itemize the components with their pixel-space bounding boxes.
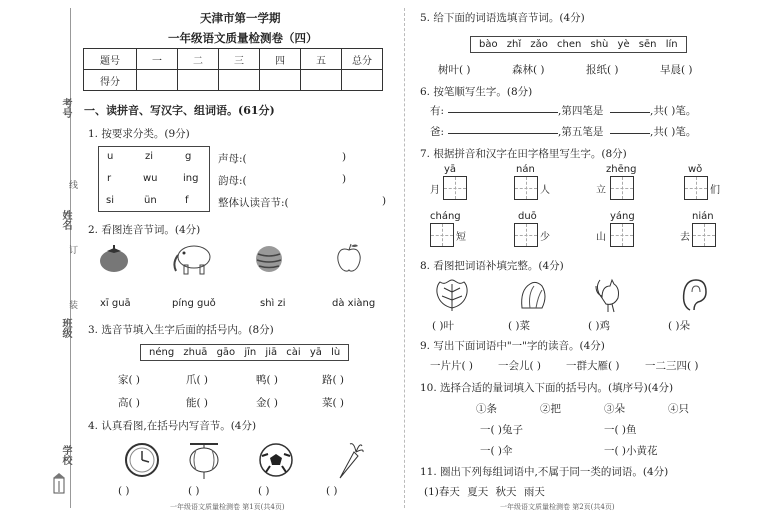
q6-row1-stroke-field[interactable]	[448, 112, 558, 113]
footer-right: 一年级语文质量检测卷 第2页(共4页)	[500, 503, 615, 511]
q9-item[interactable]: 一群大雁( )	[566, 360, 620, 372]
q6-row2-mid: ,第五笔是	[558, 126, 604, 138]
q7-pinyin: nián	[692, 211, 714, 222]
leaf-picture	[432, 278, 472, 312]
q7-prefix: 山	[596, 232, 606, 243]
q2-pinyin-3: shì zi	[260, 298, 286, 309]
q7-tian-cell[interactable]	[514, 176, 538, 200]
q4-blank[interactable]: ( )	[326, 485, 338, 497]
q8-blank[interactable]: ( )叶	[432, 320, 455, 332]
q9-label: 9. 写出下面词语中"一"字的读音。(4分)	[420, 340, 605, 352]
q1-close-paren: )	[382, 195, 387, 207]
line-mark-2: 订	[67, 245, 77, 254]
q9-item[interactable]: 一片片( )	[430, 360, 474, 372]
q7-pinyin: nán	[516, 164, 535, 175]
q10-option: ①条	[476, 403, 497, 415]
q3-item[interactable]: 高( )	[118, 397, 141, 409]
q1-close-paren: )	[342, 173, 347, 185]
score-input-cell[interactable]	[178, 70, 219, 91]
q7-pinyin: zhēng	[606, 164, 637, 175]
q4-label: 4. 认真看图,在括号内写音节。(4分)	[88, 420, 257, 432]
rooster-picture	[594, 276, 632, 314]
q5-word[interactable]: 树叶( )	[438, 64, 471, 76]
q7-pinyin: wǒ	[688, 164, 703, 175]
line-mark-3: 装	[67, 300, 77, 309]
q1-cell: ün	[144, 195, 157, 206]
q3-item[interactable]: 爪( )	[186, 374, 209, 386]
score-header-cell: 五	[301, 49, 342, 70]
q5-word[interactable]: 早晨( )	[660, 64, 693, 76]
q1-cell: u	[107, 151, 114, 162]
q3-pinyin-options: néng zhuā gāo jīn jiā cài yā lù	[140, 344, 349, 361]
q1-cell: f	[185, 195, 189, 206]
q10-label: 10. 选择合适的量词填入下面的括号内。(填序号)(4分)	[420, 382, 674, 394]
q10-option: ②把	[540, 403, 561, 415]
q1-cell: si	[106, 195, 114, 206]
q10-item[interactable]: 一( )小黄花	[604, 445, 658, 457]
score-header-cell: 一	[137, 49, 178, 70]
q11-row1[interactable]: (1)春天 夏天 秋天 雨天	[424, 486, 545, 498]
score-header-cell: 题号	[84, 49, 137, 70]
q3-label: 3. 选音节填入生字后面的括号内。(8分)	[88, 324, 274, 336]
q7-suffix: 短	[456, 232, 466, 243]
footer-left: 一年级语文质量检测卷 第1页(共4页)	[170, 503, 285, 511]
score-input-cell[interactable]	[342, 70, 383, 91]
score-input-cell[interactable]	[260, 70, 301, 91]
q7-prefix: 立	[596, 185, 606, 196]
q10-option: ④只	[668, 403, 689, 415]
score-header-cell: 三	[219, 49, 260, 70]
q7-tian-cell[interactable]	[514, 223, 538, 247]
q7-pinyin: cháng	[430, 211, 461, 222]
q8-blank[interactable]: ( )朵	[668, 320, 691, 332]
clock-picture	[124, 442, 160, 478]
q7-tian-cell[interactable]	[443, 176, 467, 200]
building-icon	[52, 472, 66, 494]
q2-label: 2. 看图连音节词。(4分)	[88, 224, 201, 236]
q7-suffix: 去	[680, 232, 690, 243]
q7-pinyin: duō	[518, 211, 537, 222]
lantern-picture	[186, 440, 222, 480]
q6-row1-tail: ,共( )笔。	[650, 105, 697, 117]
q1-close-paren: )	[342, 151, 347, 163]
q5-word[interactable]: 森林( )	[512, 64, 545, 76]
q6-row2-stroke-field[interactable]	[448, 133, 558, 134]
elephant-picture	[172, 241, 216, 275]
q3-item[interactable]: 能( )	[186, 397, 209, 409]
q3-item[interactable]: 家( )	[118, 374, 141, 386]
q3-item[interactable]: 金( )	[256, 397, 279, 409]
q7-suffix: 少	[540, 232, 550, 243]
q5-label: 5. 给下面的词语选填音节词。(4分)	[420, 12, 585, 24]
q10-option: ③朵	[604, 403, 625, 415]
section1-heading: 一、读拼音、写汉字、组词语。(61分)	[84, 104, 275, 117]
score-header-cell: 四	[260, 49, 301, 70]
line-mark-1: 线	[67, 180, 77, 189]
page-title: 天津市第一学期	[200, 11, 281, 25]
q5-word[interactable]: 报纸( )	[586, 64, 619, 76]
q1-shengmu-label: 声母:(	[218, 153, 247, 165]
q3-item[interactable]: 鸭( )	[256, 374, 279, 386]
page-divider	[404, 8, 405, 508]
q8-blank[interactable]: ( )鸡	[588, 320, 611, 332]
q1-cell: wu	[143, 173, 158, 184]
q7-tian-cell[interactable]	[610, 176, 634, 200]
q1-cell: zi	[145, 151, 154, 162]
q5-pinyin-options: bào zhǐ zǎo chen shù yè sēn lín	[470, 36, 687, 53]
q7-pinyin: yáng	[610, 211, 635, 222]
q7-tian-cell[interactable]	[430, 223, 454, 247]
banji-label: 班级	[60, 318, 71, 338]
margin-line	[70, 8, 71, 508]
q7-prefix: 月	[430, 185, 440, 196]
q7-suffix: 人	[540, 185, 550, 196]
q1-zhengti-label: 整体认读音节:(	[218, 197, 289, 209]
watermelon-picture	[254, 244, 284, 274]
q4-blank[interactable]: ( )	[118, 485, 130, 497]
q6-row1-char: 有:	[430, 105, 445, 117]
page-subtitle: 一年级语文质量检测卷（四）	[168, 31, 318, 45]
q1-cell: g	[185, 151, 192, 162]
apple-picture	[334, 242, 364, 274]
q10-item[interactable]: 一( )伞	[480, 445, 513, 457]
xuexiao-label: 学校	[60, 445, 71, 465]
q7-pinyin: yā	[444, 164, 457, 175]
ear-picture	[680, 276, 710, 314]
q1-cell: ing	[183, 173, 199, 184]
carrot-picture	[334, 440, 364, 480]
q6-row2-char: 爸:	[430, 126, 445, 138]
xingming-label: 姓名	[60, 210, 71, 230]
q3-item[interactable]: 路( )	[322, 374, 345, 386]
q6-row2-tail: ,共( )笔。	[650, 126, 697, 138]
score-row-label: 得分	[84, 70, 137, 91]
q7-tian-cell[interactable]	[610, 223, 634, 247]
q10-item[interactable]: 一( )鱼	[604, 424, 637, 436]
q2-pinyin-4: dà xiàng	[332, 298, 376, 309]
q7-tian-cell[interactable]	[692, 223, 716, 247]
q7-tian-cell[interactable]	[684, 176, 708, 200]
q10-item[interactable]: 一( )兔子	[480, 424, 524, 436]
cabbage-picture	[516, 278, 550, 312]
score-input-cell[interactable]	[301, 70, 342, 91]
q4-blank[interactable]: ( )	[258, 485, 270, 497]
q2-pinyin-1: xī guā	[100, 298, 131, 309]
q6-row1-mid: ,第四笔是	[558, 105, 604, 117]
q8-label: 8. 看图把词语补填完整。(4分)	[420, 260, 564, 272]
q1-label: 1. 按要求分类。(9分)	[88, 128, 190, 140]
q6-label: 6. 按笔顺写生字。(8分)	[420, 86, 533, 98]
soccer-ball-picture	[258, 442, 294, 478]
q9-item[interactable]: 一二三四( )	[645, 360, 699, 372]
q1-yunmu-label: 韵母:(	[218, 175, 247, 187]
score-input-cell[interactable]	[137, 70, 178, 91]
q8-blank[interactable]: ( )菜	[508, 320, 531, 332]
score-header-cell: 二	[178, 49, 219, 70]
persimmon-picture	[97, 244, 131, 274]
q7-label: 7. 根据拼音和汉字在田字格里写生字。(8分)	[420, 148, 627, 160]
q9-item[interactable]: 一会儿( )	[498, 360, 542, 372]
q6-row2-stroke5-field[interactable]	[610, 133, 650, 134]
score-input-cell[interactable]	[219, 70, 260, 91]
q7-suffix: 们	[710, 185, 720, 196]
q2-pinyin-2: píng guǒ	[172, 298, 216, 309]
q11-label: 11. 圈出下列每组词语中,不属于同一类的词语。(4分)	[420, 466, 669, 478]
q1-cell: r	[107, 173, 112, 184]
score-table	[83, 48, 383, 91]
kaohao-label: 考号	[60, 98, 71, 118]
q6-row1-stroke4-field[interactable]	[610, 112, 650, 113]
q4-blank[interactable]: ( )	[188, 485, 200, 497]
q3-item[interactable]: 菜( )	[322, 397, 345, 409]
score-header-cell: 总分	[342, 49, 383, 70]
